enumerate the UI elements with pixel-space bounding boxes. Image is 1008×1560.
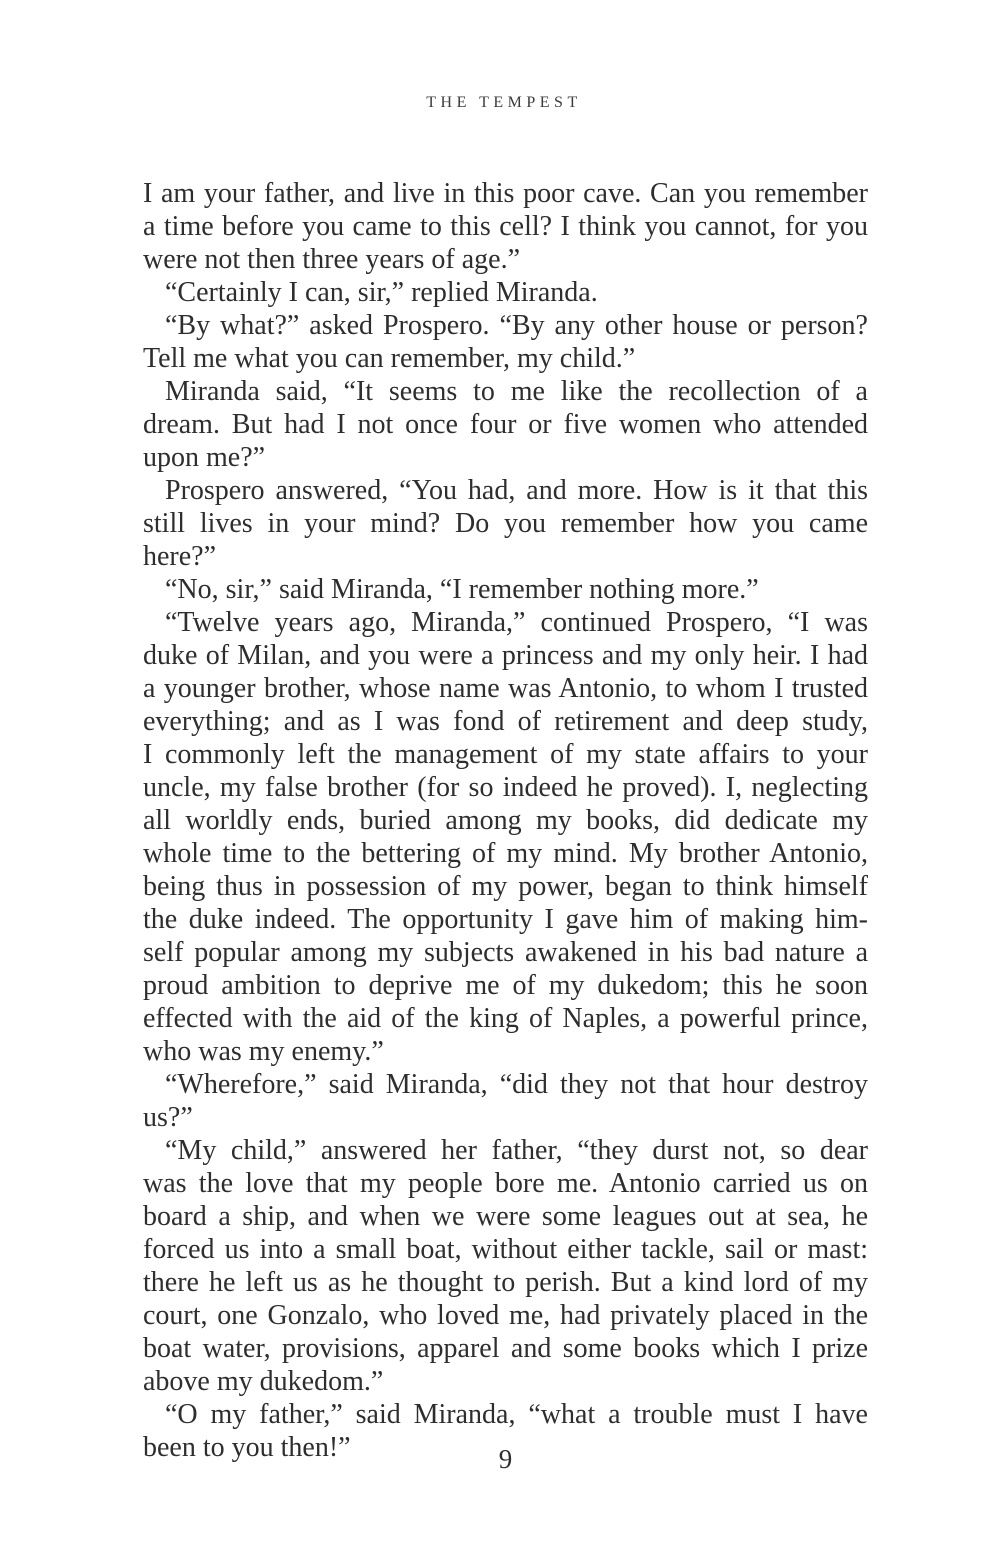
text-line: board a ship, and when we were some leagues out at sea, he: [143, 1201, 868, 1232]
text-line: I am your father, and live in this poor cave. Can you remember: [143, 178, 868, 209]
text-line: were not then three years of age.”: [143, 244, 521, 275]
text-line: court, one Gonzalo, who loved me, had privately placed in the: [143, 1300, 868, 1331]
text-line: proud ambition to deprive me of my dukedom; this he soon: [143, 970, 868, 1001]
text-line: uncle, my false brother (for so indeed he proved). I, neglecting: [143, 772, 868, 803]
text-block: [143, 177, 868, 1464]
text-line: Prospero answered, “You had, and more. How is it that this: [165, 475, 868, 506]
text-line: a younger brother, whose name was Antonio, to whom I trusted: [143, 673, 868, 704]
text-line: I commonly left the management of my state affairs to your: [143, 739, 868, 770]
text-line: “No, sir,” said Miranda, “I remember nothing more.”: [165, 574, 759, 605]
text-line: “By what?” asked Prospero. “By any other house or person?: [165, 310, 868, 341]
running-head: THE TEMPEST: [426, 94, 582, 111]
text-line: still lives in your mind? Do you remember how you came here?”: [143, 508, 868, 572]
page-number: 9: [498, 1444, 513, 1474]
text-line: all worldly ends, buried among my books, did dedicate my: [143, 805, 868, 836]
text-line: “Wherefore,” said Miranda, “did they not that hour destroy us?”: [143, 1069, 868, 1133]
text-line: “Twelve years ago, Miranda,” continued Prospero, “I was: [165, 607, 868, 638]
text-line: was the love that my people bore me. Antonio carried us on: [143, 1168, 868, 1199]
text-line: been to you then!”: [143, 1432, 351, 1463]
text-line: dream. But had I not once four or five women who attended: [143, 409, 868, 440]
text-line: who was my enemy.”: [143, 1036, 384, 1067]
text-line: boat water, provisions, apparel and some books which I prize: [143, 1333, 868, 1364]
text-line: self popular among my subjects awakened in his bad nature a: [143, 937, 868, 968]
text-line: upon me?”: [143, 442, 266, 473]
text-line: “My child,” answered her father, “they durst not, so dear: [165, 1135, 868, 1166]
text-line: above my dukedom.”: [143, 1366, 384, 1397]
text-line: being thus in possession of my power, began to think himself: [143, 871, 868, 902]
text-line: duke of Milan, and you were a princess and my only heir. I had: [143, 640, 868, 671]
text-line: effected with the aid of the king of Naples, a powerful prince,: [143, 1003, 868, 1034]
text-line: “O my father,” said Miranda, “what a trouble must I have: [165, 1399, 868, 1430]
text-line: everything; and as I was fond of retirement and deep study,: [143, 706, 868, 737]
text-line: a time before you came to this cell? I think you cannot, for you: [143, 211, 868, 242]
text-line: there he left us as he thought to perish. But a kind lord of my: [143, 1267, 868, 1298]
text-line: Tell me what you can remember, my child.”: [143, 343, 636, 374]
text-line: Miranda said, “It seems to me like the recollection of a: [165, 376, 868, 407]
text-line: “Certainly I can, sir,” replied Miranda.: [165, 277, 598, 308]
text-line: forced us into a small boat, without either tackle, sail or mast:: [143, 1234, 868, 1265]
text-line: whole time to the bettering of my mind. My brother Antonio,: [143, 838, 868, 869]
text-line: the duke indeed. The opportunity I gave him of making him-: [143, 904, 868, 935]
